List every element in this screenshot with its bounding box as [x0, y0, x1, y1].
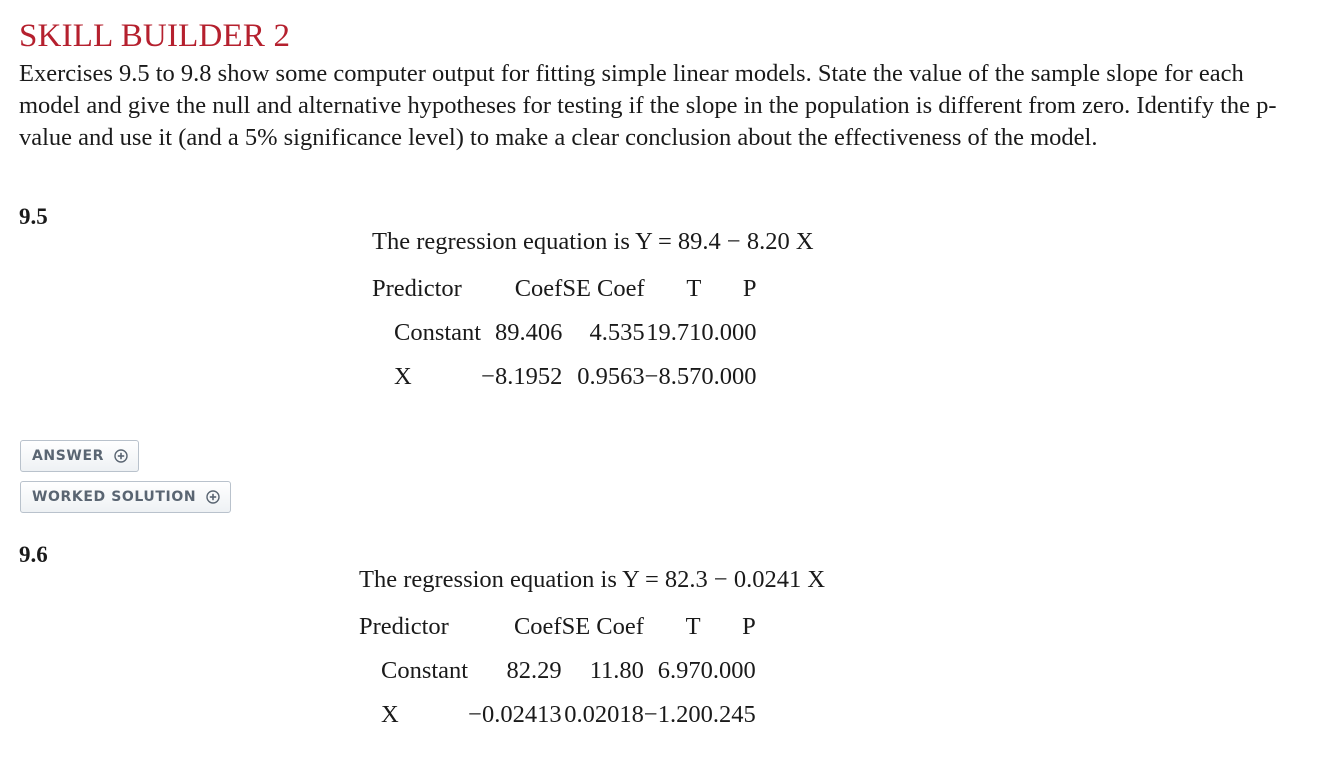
column-header: Coef	[514, 275, 563, 302]
table-cell: −1.20	[643, 701, 701, 728]
exercise-number: 9.5	[19, 204, 48, 229]
table-cell: Constant	[394, 319, 482, 346]
column-header: SE Coef	[562, 275, 645, 302]
answer-button[interactable]	[20, 440, 139, 472]
table-cell: 0.000	[701, 363, 757, 390]
plus-circle-icon	[206, 490, 220, 504]
table-cell: 0.9563	[577, 363, 645, 390]
table-cell: Constant	[381, 657, 469, 684]
table-cell: 82.29	[506, 657, 562, 684]
column-header: Coef	[513, 613, 562, 640]
table-cell: 4.535	[589, 319, 645, 346]
table-cell: X	[394, 363, 412, 390]
regression-table	[359, 605, 756, 737]
table-cell: 0.000	[701, 319, 757, 346]
table-header-row	[359, 605, 756, 649]
plus-circle-icon	[114, 449, 128, 463]
column-header: Predictor	[372, 275, 462, 302]
worked-solution-button-label: WORKED SOLUTION	[32, 489, 197, 505]
column-header: P	[742, 275, 757, 302]
page-title: SKILL BUILDER 2	[19, 18, 291, 54]
table-header-row	[372, 267, 757, 311]
table-row	[359, 649, 756, 693]
regression-equation: The regression equation is Y = 89.4 − 8.20 X	[372, 228, 814, 255]
regression-table	[372, 267, 757, 399]
table-cell: 6.97	[657, 657, 701, 684]
table-row	[372, 311, 757, 355]
table-cell: 89.406	[494, 319, 563, 346]
instructions-paragraph: Exercises 9.5 to 9.8 show some computer output for fitting simple linear models. State the value of the sample slope for each model and give the null and alternative hypotheses for testing if the slope in the population is different from zero. Identify the p-value and use it (and a 5% significance level) to make a clear conclusion about the effectiveness of the model.	[19, 60, 1277, 151]
column-header: Predictor	[359, 613, 449, 640]
worked-solution-button[interactable]	[20, 481, 231, 513]
table-cell: 0.000	[700, 657, 756, 684]
table-cell: 0.02018	[564, 701, 644, 728]
column-header: SE Coef	[561, 613, 644, 640]
table-cell: 0.245	[700, 701, 756, 728]
table-cell: X	[381, 701, 399, 728]
column-header: P	[742, 613, 756, 640]
column-header: T	[685, 613, 701, 640]
table-cell: −8.57	[644, 363, 702, 390]
table-row	[359, 693, 756, 737]
table-cell: 19.71	[646, 319, 702, 346]
exercise-number: 9.6	[19, 542, 48, 567]
table-cell: 11.80	[589, 657, 644, 684]
table-row	[372, 355, 757, 399]
regression-equation: The regression equation is Y = 82.3 − 0.0241 X	[359, 566, 826, 593]
column-header: T	[686, 275, 702, 302]
table-cell: −8.1952	[481, 363, 563, 390]
table-cell: −0.02413	[468, 701, 562, 728]
answer-button-label: ANSWER	[32, 448, 105, 464]
